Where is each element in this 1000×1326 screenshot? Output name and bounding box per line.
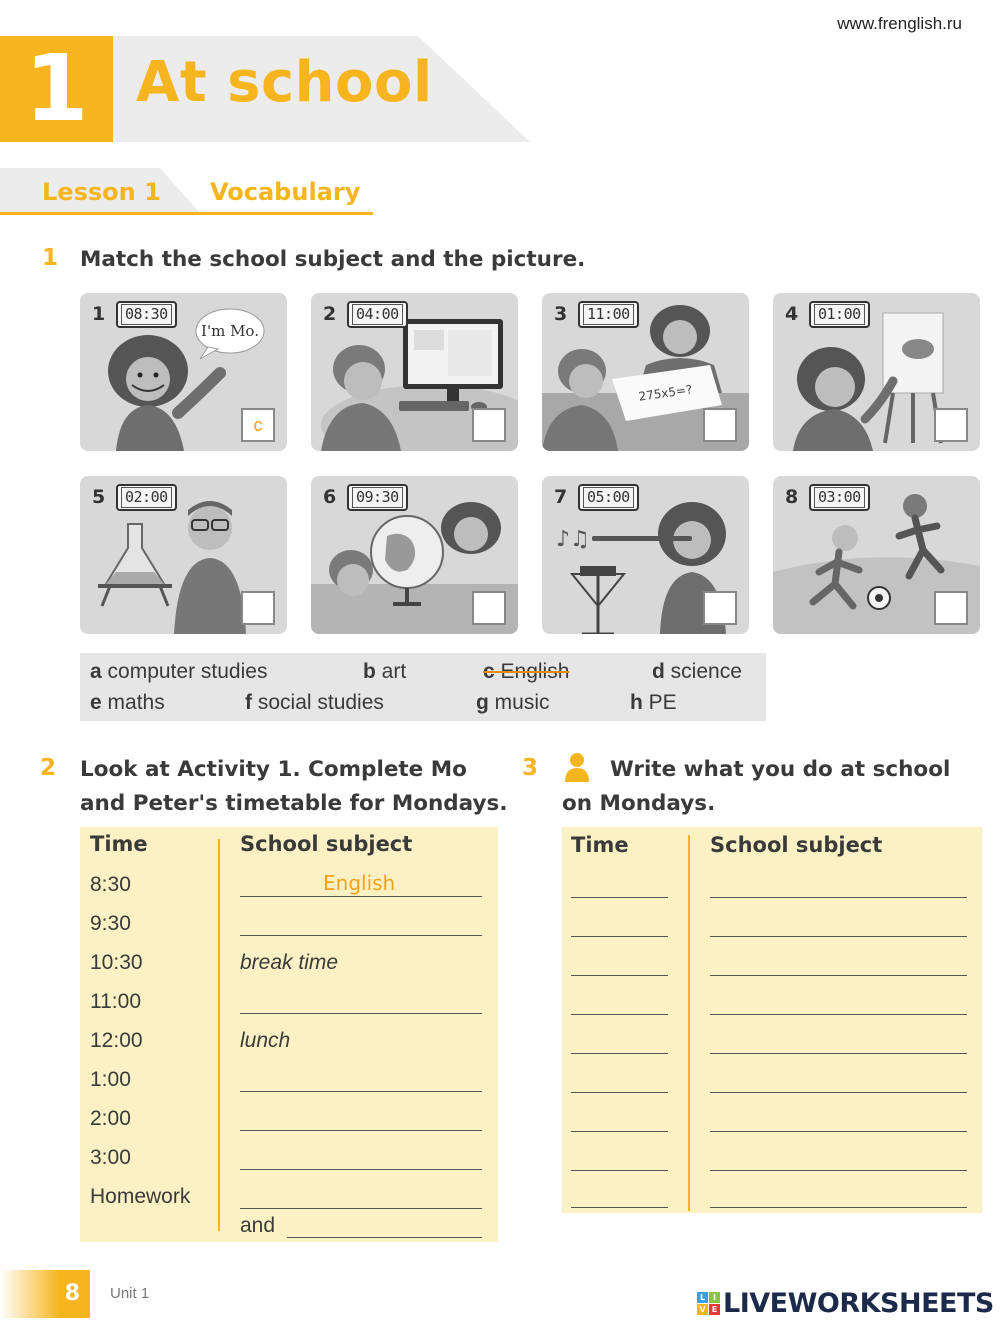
subject-line[interactable] <box>710 897 967 898</box>
site-url: www.frenglish.ru <box>837 14 962 33</box>
card-number: 2 <box>323 303 337 325</box>
time-line[interactable] <box>571 1207 668 1208</box>
time-line[interactable] <box>571 1053 668 1054</box>
timetable-mo-peter <box>80 827 498 1242</box>
answer-box-3[interactable] <box>703 408 737 442</box>
answer-box-6[interactable] <box>472 591 506 625</box>
row-time: 2:00 <box>90 1107 131 1130</box>
column-header-time: Time <box>90 832 148 856</box>
time-line[interactable] <box>571 1014 668 1015</box>
subject-line[interactable] <box>710 1207 967 1208</box>
row-time: 3:00 <box>90 1146 131 1169</box>
column-header-subject: School subject <box>240 832 413 856</box>
picture-card-6 <box>311 476 518 634</box>
row-time: 12:00 <box>90 1029 143 1052</box>
clock-time: 03:00 <box>814 487 865 508</box>
clock-time: 02:00 <box>121 487 172 508</box>
lesson-underline <box>0 212 373 215</box>
activity-1-instruction: Match the school subject and the picture. <box>80 247 586 272</box>
clock-display <box>116 484 177 511</box>
clock-time: 01:00 <box>814 304 865 325</box>
word-bank-item: a computer studies <box>90 660 268 683</box>
liveworksheets-logo-icon: L I V E <box>697 1292 720 1315</box>
subject-line[interactable] <box>710 1014 967 1015</box>
row-subject: lunch <box>240 1029 291 1052</box>
answer-line[interactable] <box>240 1208 482 1209</box>
row-time: 9:30 <box>90 912 131 935</box>
unit-header <box>0 36 530 142</box>
picture-card-5 <box>80 476 287 634</box>
answer-line[interactable] <box>287 1237 482 1238</box>
row-time: 11:00 <box>90 990 141 1013</box>
lesson-label: Lesson 1 <box>42 178 161 206</box>
answer-box-4[interactable] <box>934 408 968 442</box>
column-header-subject: School subject <box>710 833 883 857</box>
card-number: 6 <box>323 486 337 508</box>
liveworksheets-logo[interactable] <box>697 1288 994 1319</box>
word-bank-item: f social studies <box>245 691 384 714</box>
picture-card-7 <box>542 476 749 634</box>
row-time: 8:30 <box>90 873 131 896</box>
time-line[interactable] <box>571 897 668 898</box>
lesson-topic: Vocabulary <box>210 178 361 206</box>
activity-3-instruction-line-2: on Mondays. <box>562 791 716 816</box>
subject-line[interactable] <box>710 1053 967 1054</box>
row-time: 1:00 <box>90 1068 131 1091</box>
answer-line[interactable] <box>240 1091 482 1092</box>
answer-line[interactable] <box>240 935 482 936</box>
picture-card-8 <box>773 476 980 634</box>
clock-display <box>578 484 639 511</box>
clock-time: 11:00 <box>583 304 634 325</box>
column-header-time: Time <box>571 833 629 857</box>
word-bank-item: e maths <box>90 691 165 714</box>
clock-time: 09:30 <box>352 487 403 508</box>
row-time: 10:30 <box>90 951 143 974</box>
answer-line[interactable] <box>240 896 482 897</box>
word-bank-item: b art <box>363 660 407 683</box>
answer-box-5[interactable] <box>241 591 275 625</box>
column-divider <box>688 835 690 1211</box>
lesson-bar <box>0 168 380 216</box>
unit-number: 1 <box>0 36 113 142</box>
time-line[interactable] <box>571 1092 668 1093</box>
activity-2-instruction-line-2: and Peter's timetable for Mondays. <box>80 791 508 816</box>
answer-box-1[interactable]: c <box>241 408 275 442</box>
picture-card-3 <box>542 293 749 451</box>
answer-box-2[interactable] <box>472 408 506 442</box>
answer-text: English <box>323 871 396 895</box>
card-number: 3 <box>554 303 568 325</box>
picture-card-1 <box>80 293 287 451</box>
time-line[interactable] <box>571 975 668 976</box>
subject-line[interactable] <box>710 1170 967 1171</box>
picture-cards <box>80 293 982 635</box>
clock-time: 05:00 <box>583 487 634 508</box>
svg-text:♪♫: ♪♫ <box>556 527 590 552</box>
subject-line[interactable] <box>710 1092 967 1093</box>
answer-line[interactable] <box>240 1013 482 1014</box>
person-icon <box>564 752 590 782</box>
card-number: 7 <box>554 486 568 508</box>
answer-line[interactable] <box>240 1169 482 1170</box>
unit-title: At school <box>136 50 433 115</box>
and-label: and <box>240 1214 276 1237</box>
activity-1-number: 1 <box>42 245 59 271</box>
timetable-my-mondays <box>562 827 982 1213</box>
activity-2-instruction-line-1: Look at Activity 1. Complete Mo <box>80 757 467 782</box>
clock-display <box>116 301 177 328</box>
word-bank <box>80 653 766 721</box>
clock-time: 04:00 <box>352 304 403 325</box>
clock-display <box>809 301 870 328</box>
answer-box-8[interactable] <box>934 591 968 625</box>
card-number: 5 <box>92 486 106 508</box>
liveworksheets-brand: LIVEWORKSHEETS <box>723 1288 994 1319</box>
page-number: 8 <box>0 1270 90 1318</box>
speech-bubble-text: I'm Mo. <box>201 322 259 340</box>
card-number: 1 <box>92 303 106 325</box>
picture-card-2 <box>311 293 518 451</box>
row-subject: break time <box>240 951 339 974</box>
card-number: 8 <box>785 486 799 508</box>
clock-display <box>347 484 408 511</box>
answer-box-7[interactable] <box>703 591 737 625</box>
word-bank-item: h PE <box>630 691 677 714</box>
clock-display <box>347 301 408 328</box>
column-divider <box>218 839 220 1231</box>
subject-line[interactable] <box>710 1131 967 1132</box>
answer-line[interactable] <box>240 1130 482 1131</box>
page-badge-fade <box>0 1270 60 1318</box>
subject-line[interactable] <box>710 975 967 976</box>
clock-time: 08:30 <box>121 304 172 325</box>
card-number: 4 <box>785 303 799 325</box>
footer-unit-label: Unit 1 <box>110 1285 150 1302</box>
word-bank-item: g music <box>476 691 550 714</box>
row-time: Homework <box>90 1185 191 1208</box>
picture-card-4 <box>773 293 980 451</box>
clock-display <box>809 484 870 511</box>
clock-display <box>578 301 639 328</box>
activity-3-number: 3 <box>522 755 539 781</box>
activity-2-number: 2 <box>40 755 57 781</box>
subject-line[interactable] <box>710 936 967 937</box>
word-bank-item-used: c English <box>483 660 570 683</box>
activity-3-instruction-line-1: Write what you do at school <box>610 757 951 782</box>
activity-2-instruction <box>80 753 508 821</box>
time-line[interactable] <box>571 936 668 937</box>
board-text: 275x5=? <box>637 382 694 404</box>
time-line[interactable] <box>571 1170 668 1171</box>
time-line[interactable] <box>571 1131 668 1132</box>
word-bank-item: d science <box>652 660 742 683</box>
